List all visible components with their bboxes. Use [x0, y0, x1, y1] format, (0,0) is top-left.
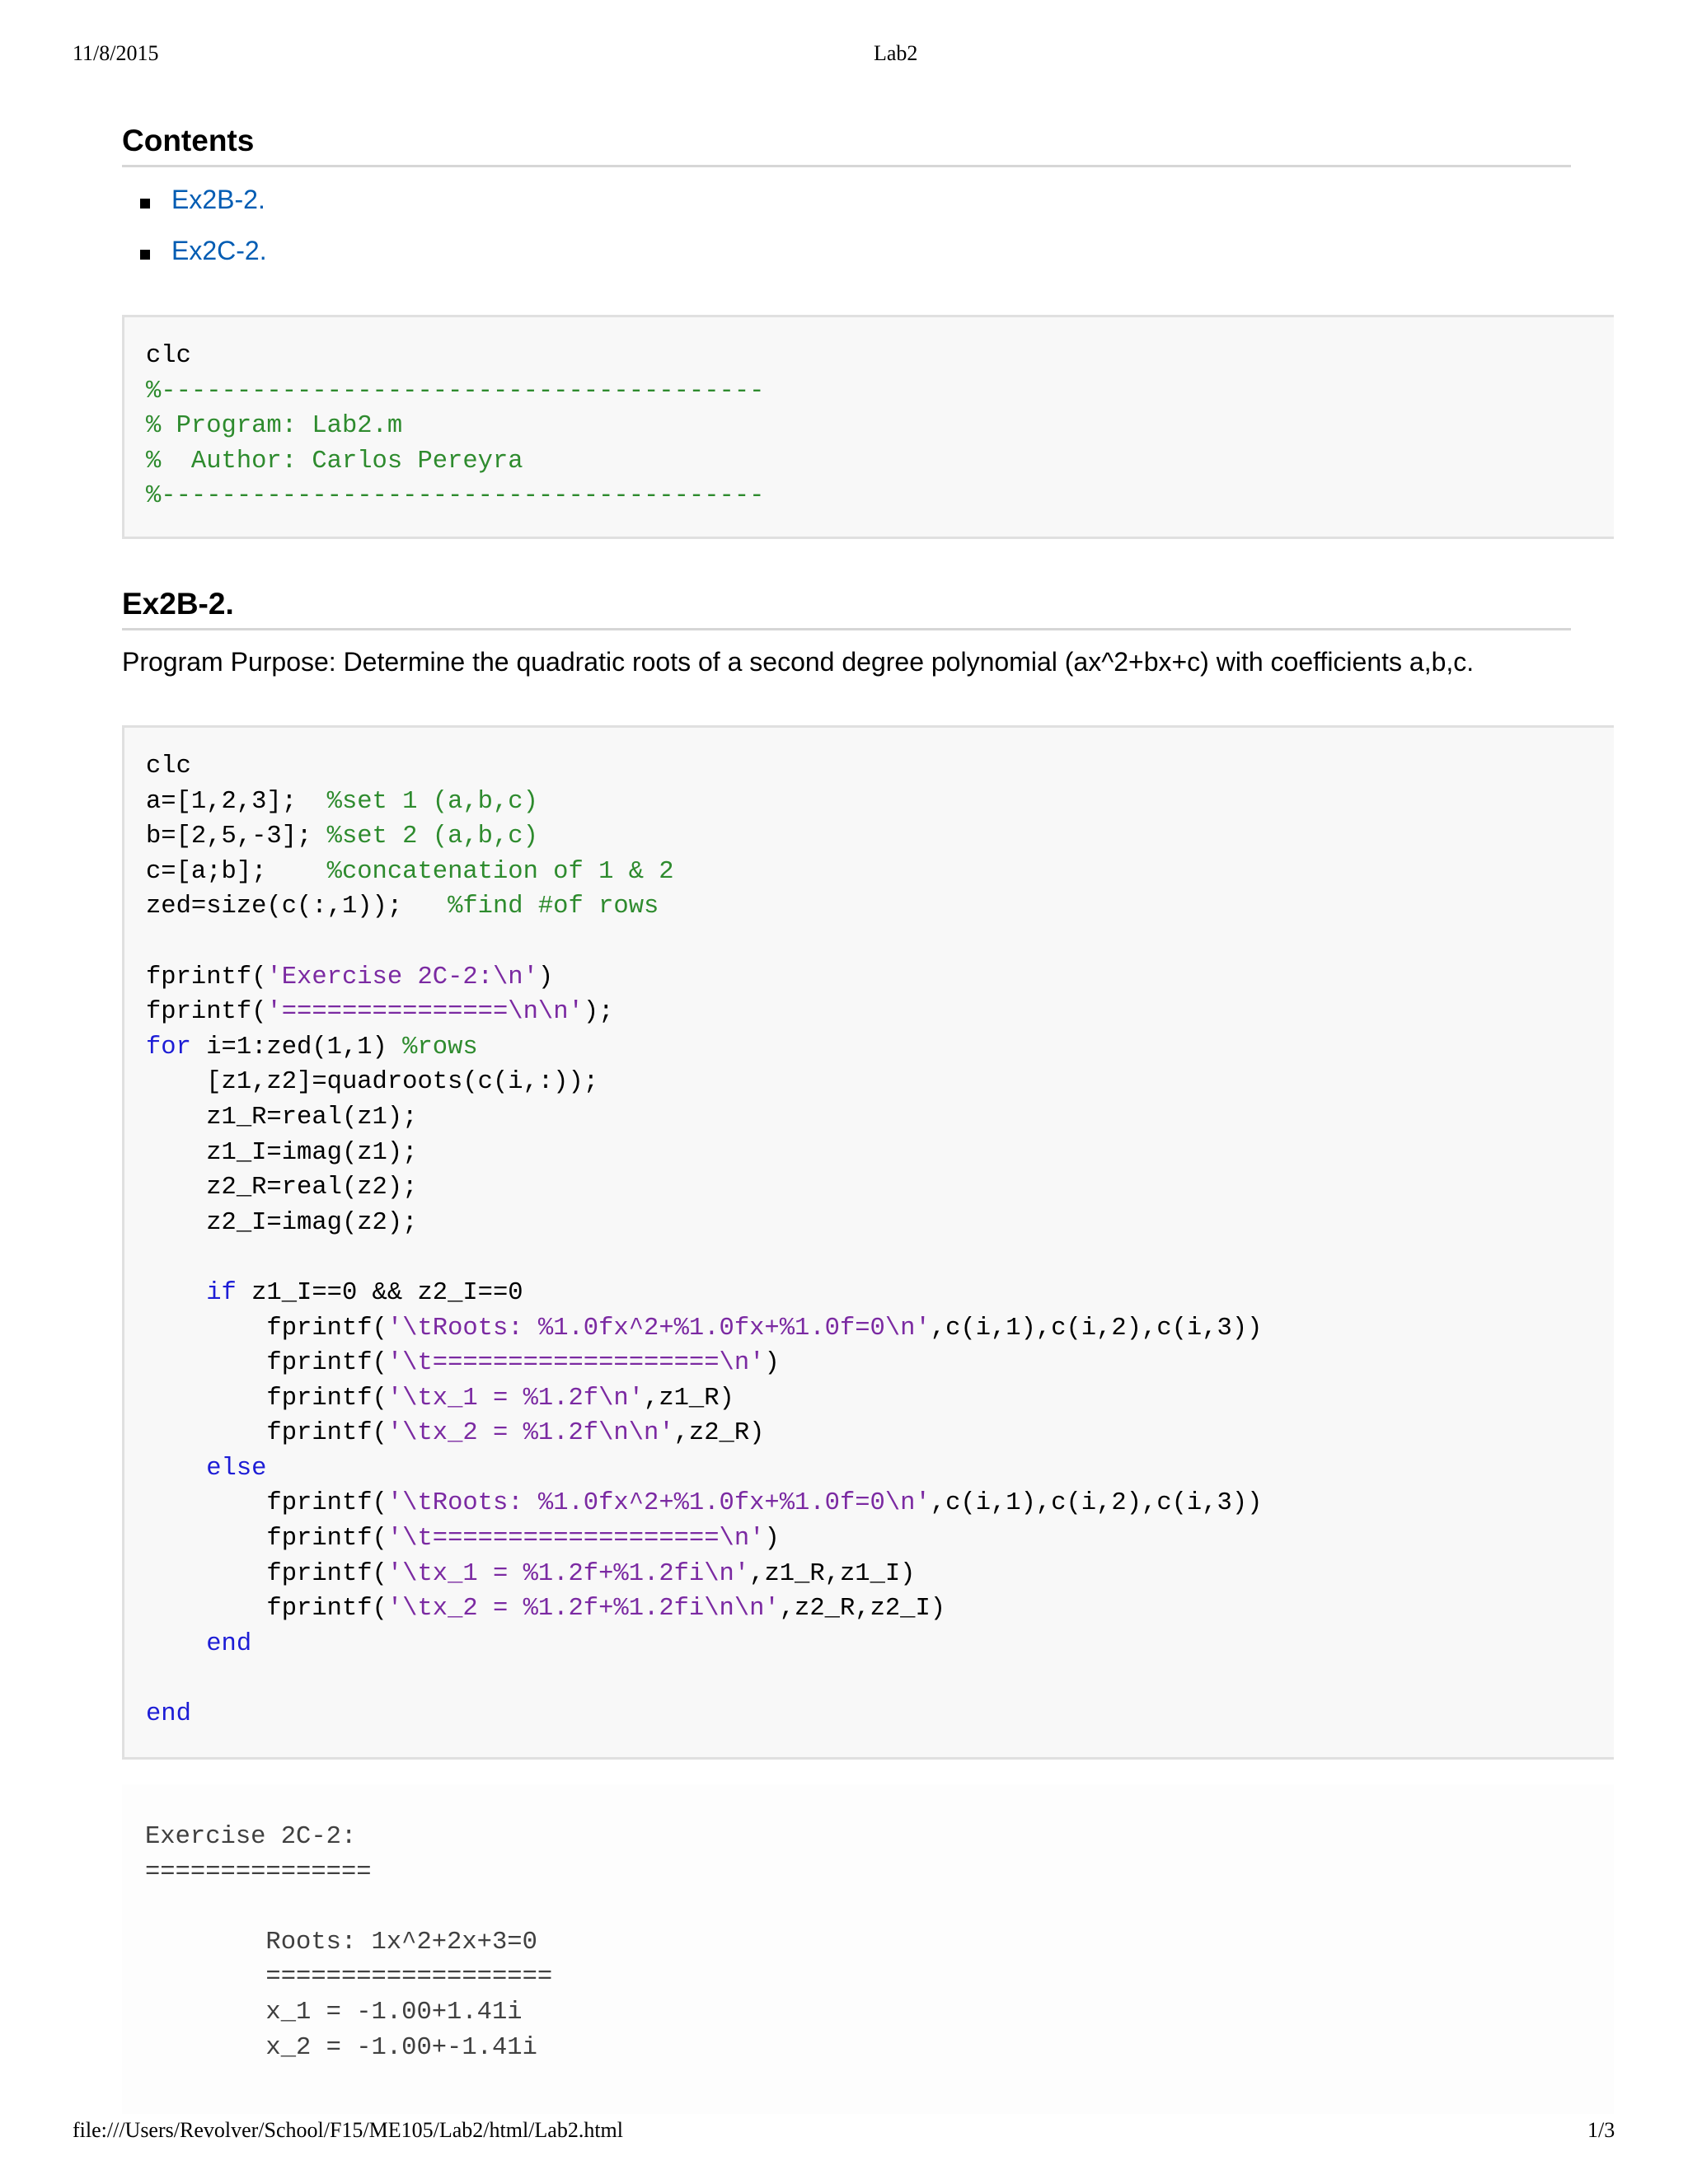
- code-line: [146, 1100, 1262, 1136]
- code-keyword: end: [146, 1700, 191, 1729]
- code-comment: % Author: Carlos Pereyra: [146, 447, 523, 476]
- code-comment: %set 2 (a,b,c): [326, 823, 538, 851]
- code-plain: fprintf(: [146, 1349, 387, 1378]
- code-comment: %----------------------------------------: [146, 482, 765, 511]
- code-plain: fprintf(: [146, 1559, 387, 1588]
- print-header-title: Lab2: [874, 41, 918, 65]
- code-plain: fprintf(: [146, 998, 267, 1027]
- code-line: [146, 1065, 1262, 1100]
- code-line: [146, 855, 1262, 890]
- code-block-ex2b: [122, 725, 1614, 1760]
- code-string: '===============\n\n': [266, 998, 584, 1027]
- code-comment: %concatenation of 1 & 2: [326, 857, 674, 886]
- code-string: 'Exercise 2C-2:\n': [266, 963, 538, 991]
- code-plain: clc: [146, 752, 191, 780]
- print-footer-page-number: 1/3: [1587, 2118, 1615, 2142]
- code-plain: ): [537, 963, 554, 991]
- code-comment: %rows: [402, 1033, 478, 1062]
- code-plain: i=1:zed(1,1): [190, 1033, 403, 1062]
- code-line: [146, 785, 1262, 820]
- code-comment: %set 1 (a,b,c): [326, 787, 538, 816]
- code-line: [146, 1591, 1262, 1627]
- code-listing: [146, 339, 764, 514]
- print-header-date: 11/8/2015: [73, 41, 159, 65]
- code-line: [146, 1240, 1262, 1276]
- code-plain: fprintf(: [146, 1314, 387, 1343]
- code-plain: [146, 1630, 206, 1658]
- output-line: x_2 = -1.00+-1.41i: [145, 2033, 537, 2062]
- program-output: [145, 1820, 552, 2065]
- code-plain: z2_R=real(z2);: [146, 1174, 418, 1202]
- code-keyword: else: [206, 1454, 267, 1483]
- code-line: [146, 479, 764, 514]
- code-keyword: for: [146, 1033, 191, 1062]
- code-line: [146, 1451, 1262, 1487]
- code-line: [146, 1381, 1262, 1417]
- toc-link-ex2c[interactable]: Ex2C-2.: [171, 236, 267, 265]
- output-line: Roots: 1x^2+2x+3=0: [145, 1928, 537, 1957]
- code-line: [146, 1276, 1262, 1311]
- code-line: [146, 444, 764, 480]
- code-plain: fprintf(: [146, 1419, 387, 1448]
- output-line: [145, 1890, 552, 1925]
- code-comment: %----------------------------------------: [146, 377, 765, 405]
- code-plain: c=[a;b];: [146, 857, 327, 886]
- code-line: [146, 1627, 1262, 1662]
- code-plain: ,z2_R): [673, 1419, 765, 1448]
- code-plain: z1_I==0 && z2_I==0: [236, 1278, 523, 1307]
- code-line: [146, 1206, 1262, 1241]
- code-plain: ,z1_R,z1_I): [749, 1559, 916, 1588]
- code-line: [146, 1416, 1262, 1451]
- code-line: [146, 1661, 1262, 1697]
- code-line: [146, 409, 764, 444]
- code-plain: ): [764, 1525, 780, 1554]
- code-line: [146, 1136, 1262, 1171]
- code-string: '\tx_2 = %1.2f\n\n': [387, 1419, 674, 1448]
- code-line: [146, 1030, 1262, 1066]
- code-string: '\tx_2 = %1.2f+%1.2fi\n\n': [387, 1595, 780, 1624]
- code-line: [146, 1557, 1262, 1592]
- code-string: '\t===================\n': [387, 1525, 765, 1554]
- code-plain: [z1,z2]=quadroots(c(i,:));: [146, 1068, 599, 1097]
- code-plain: a=[1,2,3];: [146, 787, 327, 816]
- code-line: [146, 1311, 1262, 1347]
- print-footer-path: file:///Users/Revolver/School/F15/ME105/Lab2/html/Lab2.html: [73, 2118, 623, 2142]
- code-line: [146, 889, 1262, 925]
- output-line: Exercise 2C-2:: [145, 1823, 357, 1851]
- code-plain: ,z1_R): [644, 1384, 734, 1413]
- code-line: [146, 339, 764, 374]
- code-string: '\tx_1 = %1.2f\n': [387, 1384, 645, 1413]
- code-keyword: end: [206, 1629, 252, 1658]
- code-plain: zed=size(c(:,1));: [146, 893, 448, 921]
- code-string: '\tx_1 = %1.2f+%1.2fi\n': [387, 1559, 750, 1588]
- code-line: [146, 1486, 1262, 1521]
- section-heading-ex2b: Ex2B-2.: [122, 587, 1571, 630]
- code-line: [146, 1346, 1262, 1381]
- code-line: [146, 374, 764, 410]
- code-plain: fprintf(: [146, 963, 267, 991]
- code-plain: ,c(i,1),c(i,2),c(i,3)): [930, 1314, 1263, 1343]
- code-keyword: if: [206, 1278, 237, 1307]
- code-plain: z2_I=imag(z2);: [146, 1208, 418, 1237]
- output-line: x_1 = -1.00+1.41i: [145, 1998, 523, 2027]
- code-line: [146, 819, 1262, 855]
- code-plain: b=[2,5,-3];: [146, 823, 327, 851]
- contents-heading: Contents: [122, 124, 1571, 167]
- bullet-icon: [140, 199, 150, 209]
- code-line: [146, 1697, 1262, 1732]
- code-line: [146, 749, 1262, 785]
- toc-link-ex2b[interactable]: Ex2B-2.: [171, 185, 265, 214]
- code-plain: z1_R=real(z1);: [146, 1103, 418, 1132]
- code-line: [146, 925, 1262, 960]
- code-line: [146, 1521, 1262, 1557]
- code-plain: fprintf(: [146, 1384, 387, 1413]
- code-comment: % Program: Lab2.m: [146, 412, 403, 441]
- code-plain: );: [583, 998, 614, 1027]
- code-line: [146, 960, 1262, 996]
- output-line: ===============: [145, 1858, 372, 1886]
- code-string: '\t===================\n': [387, 1349, 765, 1378]
- code-string: '\tRoots: %1.0fx^2+%1.0fx+%1.0f=0\n': [387, 1314, 931, 1343]
- code-plain: ,z2_R,z2_I): [779, 1595, 946, 1624]
- code-text: clc: [146, 342, 191, 370]
- code-string: '\tRoots: %1.0fx^2+%1.0fx+%1.0f=0\n': [387, 1489, 931, 1518]
- code-line: [146, 995, 1262, 1030]
- code-plain: fprintf(: [146, 1595, 387, 1624]
- code-listing: [146, 749, 1262, 1732]
- code-line: [146, 1170, 1262, 1206]
- code-plain: [146, 1455, 206, 1483]
- code-block-header: [122, 315, 1614, 539]
- code-plain: fprintf(: [146, 1525, 387, 1554]
- bullet-icon: [140, 250, 150, 260]
- output-line: ===================: [145, 1963, 553, 1992]
- code-comment: %find #of rows: [448, 893, 659, 921]
- program-purpose-text: Program Purpose: Determine the quadratic roots of a second degree polynomial (ax^2+bx+c) with coefficients a,b,c.: [122, 647, 1475, 677]
- code-plain: ,c(i,1),c(i,2),c(i,3)): [930, 1489, 1263, 1518]
- code-plain: z1_I=imag(z1);: [146, 1138, 418, 1167]
- code-plain: fprintf(: [146, 1489, 387, 1518]
- code-plain: ): [764, 1349, 780, 1378]
- code-plain: [146, 1279, 206, 1307]
